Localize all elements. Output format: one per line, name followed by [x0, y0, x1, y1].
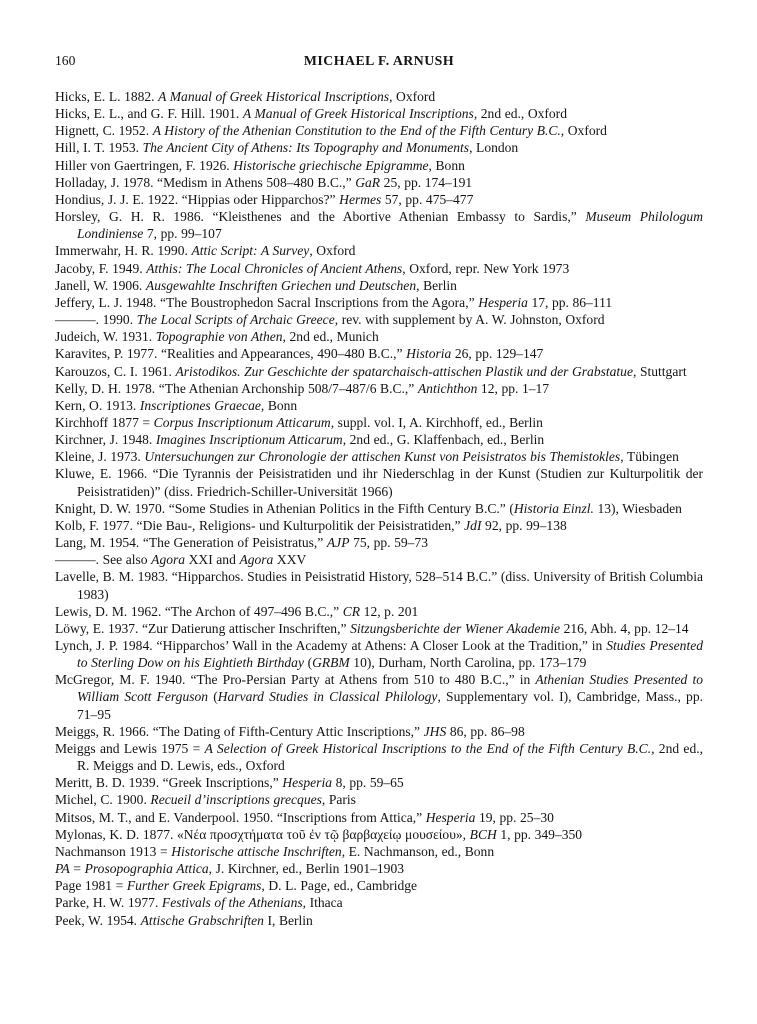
bibliography-entry: Michel, C. 1900. Recueil d’inscriptions grecques, Paris	[55, 792, 356, 808]
bibliography-entry: Jeffery, L. J. 1948. “The Boustrophedon Sacral Inscriptions from the Agora,” Hesperia 17, pp. 86–111	[55, 294, 613, 310]
bibliography-entry: McGregor, M. F. 1940. “The Pro-Persian Party at Athens from 510 to 480 B.C.,” in Athenian Studies Presented to William Scott Ferguson (Harvard Studies in Classical Philology, Supplementary vol. I), Cambridge, Mass., pp. 71–95	[55, 672, 703, 722]
bibliography-entry: Parke, H. W. 1977. Festivals of the Athenians, Ithaca	[55, 895, 343, 911]
running-head: MICHAEL F. ARNUSH	[303, 53, 455, 68]
bibliography-entry: Meritt, B. D. 1939. “Greek Inscriptions,” Hesperia 8, pp. 59–65	[55, 775, 404, 791]
bibliography-entry: ———. See also Agora XXI and Agora XXV	[55, 552, 307, 568]
bibliography-entry: Mitsos, M. T., and E. Vanderpool. 1950. “Inscriptions from Attica,” Hesperia 19, pp. 25–30	[55, 809, 554, 825]
bibliography-entry: Horsley, G. H. R. 1986. “Kleisthenes and the Abortive Athenian Embassy to Sardis,” Museum Philologum Londiniense 7, pp. 99–107	[55, 209, 703, 242]
bibliography-entry: Kluwe, E. 1966. “Die Tyrannis der Peisistratiden und ihr Niederschlag in der Kunst (Studien zur Kulturpolitik der Peisistratiden)” (diss. Friedrich-Schiller-Universität 1966)	[55, 466, 703, 499]
bibliography-entry: ———. 1990. The Local Scripts of Archaic Greece, rev. with supplement by A. W. Johnston, Oxford	[55, 312, 605, 328]
bibliography-entry: Judeich, W. 1931. Topographie von Athen, 2nd ed., Munich	[55, 329, 379, 345]
page-header	[55, 53, 703, 71]
bibliography-entry: Kelly, D. H. 1978. “The Athenian Archonship 508/7–487/6 B.C.,” Antichthon 12, pp. 1–17	[55, 380, 550, 396]
bibliography-entry: Immerwahr, H. R. 1990. Attic Script: A Survey, Oxford	[55, 243, 356, 259]
bibliography-entry: Lewis, D. M. 1962. “The Archon of 497–496 B.C.,” CR 12, p. 201	[55, 603, 419, 619]
bibliography-entry: Peek, W. 1954. Attische Grabschriften I, Berlin	[55, 912, 313, 928]
bibliography-entry: Page 1981 = Further Greek Epigrams, D. L. Page, ed., Cambridge	[55, 878, 418, 894]
bibliography-entry: Kleine, J. 1973. Untersuchungen zur Chronologie der attischen Kunst von Peisistratos bis Themistokles, Tübingen	[55, 449, 679, 465]
bibliography-entry: Knight, D. W. 1970. “Some Studies in Athenian Politics in the Fifth Century B.C.” (Historia Einzl. 13), Wiesbaden	[55, 500, 682, 516]
bibliography-entry: Kolb, F. 1977. “Die Bau-, Religions- und Kulturpolitik der Peisistratiden,” JdI 92, pp. 99–138	[55, 517, 567, 533]
bibliography	[55, 88, 703, 929]
bibliography-entry: Lavelle, B. M. 1983. “Hipparchos. Studies in Peisistratid History, 528–514 B.C.” (diss. University of British Columbia 1983)	[55, 569, 703, 602]
bibliography-entry: Nachmanson 1913 = Historische attische Inschriften, E. Nachmanson, ed., Bonn	[55, 843, 495, 859]
bibliography-entry: Hiller von Gaertringen, F. 1926. Historische griechische Epigramme, Bonn	[55, 157, 465, 173]
bibliography-entry: Hondius, J. J. E. 1922. “Hippias oder Hipparchos?” Hermes 57, pp. 475–477	[55, 191, 474, 207]
bibliography-entry: Löwy, E. 1937. “Zur Datierung attischer Inschriften,” Sitzungsberichte der Wiener Akademie 216, Abh. 4, pp. 12–14	[55, 620, 689, 636]
bibliography-entry: Kern, O. 1913. Inscriptiones Graecae, Bonn	[55, 397, 298, 413]
bibliography-entry: Lynch, J. P. 1984. “Hipparchos’ Wall in the Academy at Athens: A Closer Look at the Tradition,” in Studies Presented to Sterling Dow on his Eightieth Birthday (GRBM 10), Durham, North Carolina, pp. 173–179	[55, 638, 704, 671]
bibliography-entry: Lang, M. 1954. “The Generation of Peisistratus,” AJP 75, pp. 59–73	[55, 535, 428, 551]
bibliography-entry: Hignett, C. 1952. A History of the Athenian Constitution to the End of the Fifth Century B.C., Oxford	[55, 123, 607, 139]
bibliography-entry: Hicks, E. L. 1882. A Manual of Greek Historical Inscriptions, Oxford	[55, 89, 436, 104]
bibliography-entry: Karouzos, C. I. 1961. Aristodikos. Zur Geschichte der spatarchaisch-attischen Plastik und der Grabstatue, Stuttgart	[55, 363, 687, 379]
bibliography-entry: Hicks, E. L., and G. F. Hill. 1901. A Manual of Greek Historical Inscriptions, 2nd ed., Oxford	[55, 106, 567, 122]
bibliography-entry: Meiggs, R. 1966. “The Dating of Fifth-Century Attic Inscriptions,” JHS 86, pp. 86–98	[55, 723, 525, 739]
bibliography-entry: Karavites, P. 1977. “Realities and Appearances, 490–480 B.C.,” Historia 26, pp. 129–147	[55, 346, 544, 362]
bibliography-entry: Kirchner, J. 1948. Imagines Inscriptionum Atticarum, 2nd ed., G. Klaffenbach, ed., Berlin	[55, 432, 545, 448]
bibliography-entry: Kirchhoff 1877 = Corpus Inscriptionum Atticarum, suppl. vol. I, A. Kirchhoff, ed., Berlin	[55, 414, 543, 430]
bibliography-entry: Hill, I. T. 1953. The Ancient City of Athens: Its Topography and Monuments, London	[55, 140, 519, 156]
bibliography-entry: PA = Prosopographia Attica, J. Kirchner, ed., Berlin 1901–1903	[55, 861, 405, 877]
bibliography-entry: Janell, W. 1906. Ausgewahlte Inschriften Griechen und Deutschen, Berlin	[55, 277, 457, 293]
bibliography-entry: Jacoby, F. 1949. Atthis: The Local Chronicles of Ancient Athens, Oxford, repr. New York 1973	[55, 260, 570, 276]
bibliography-entry: Mylonas, K. D. 1877. «Νέα προσχτήματα τοῦ ἐν τῷ βαρβαχείῳ μουσείου», BCH 1, pp. 349–350	[55, 826, 583, 842]
bibliography-entry: Meiggs and Lewis 1975 = A Selection of Greek Historical Inscriptions to the End of the Fifth Century B.C., 2nd ed., R. Meiggs and D. Lewis, eds., Oxford	[55, 740, 703, 774]
page-number: 160	[55, 53, 76, 68]
bibliography-entry: Holladay, J. 1978. “Medism in Athens 508–480 B.C.,” GaR 25, pp. 174–191	[55, 174, 473, 190]
